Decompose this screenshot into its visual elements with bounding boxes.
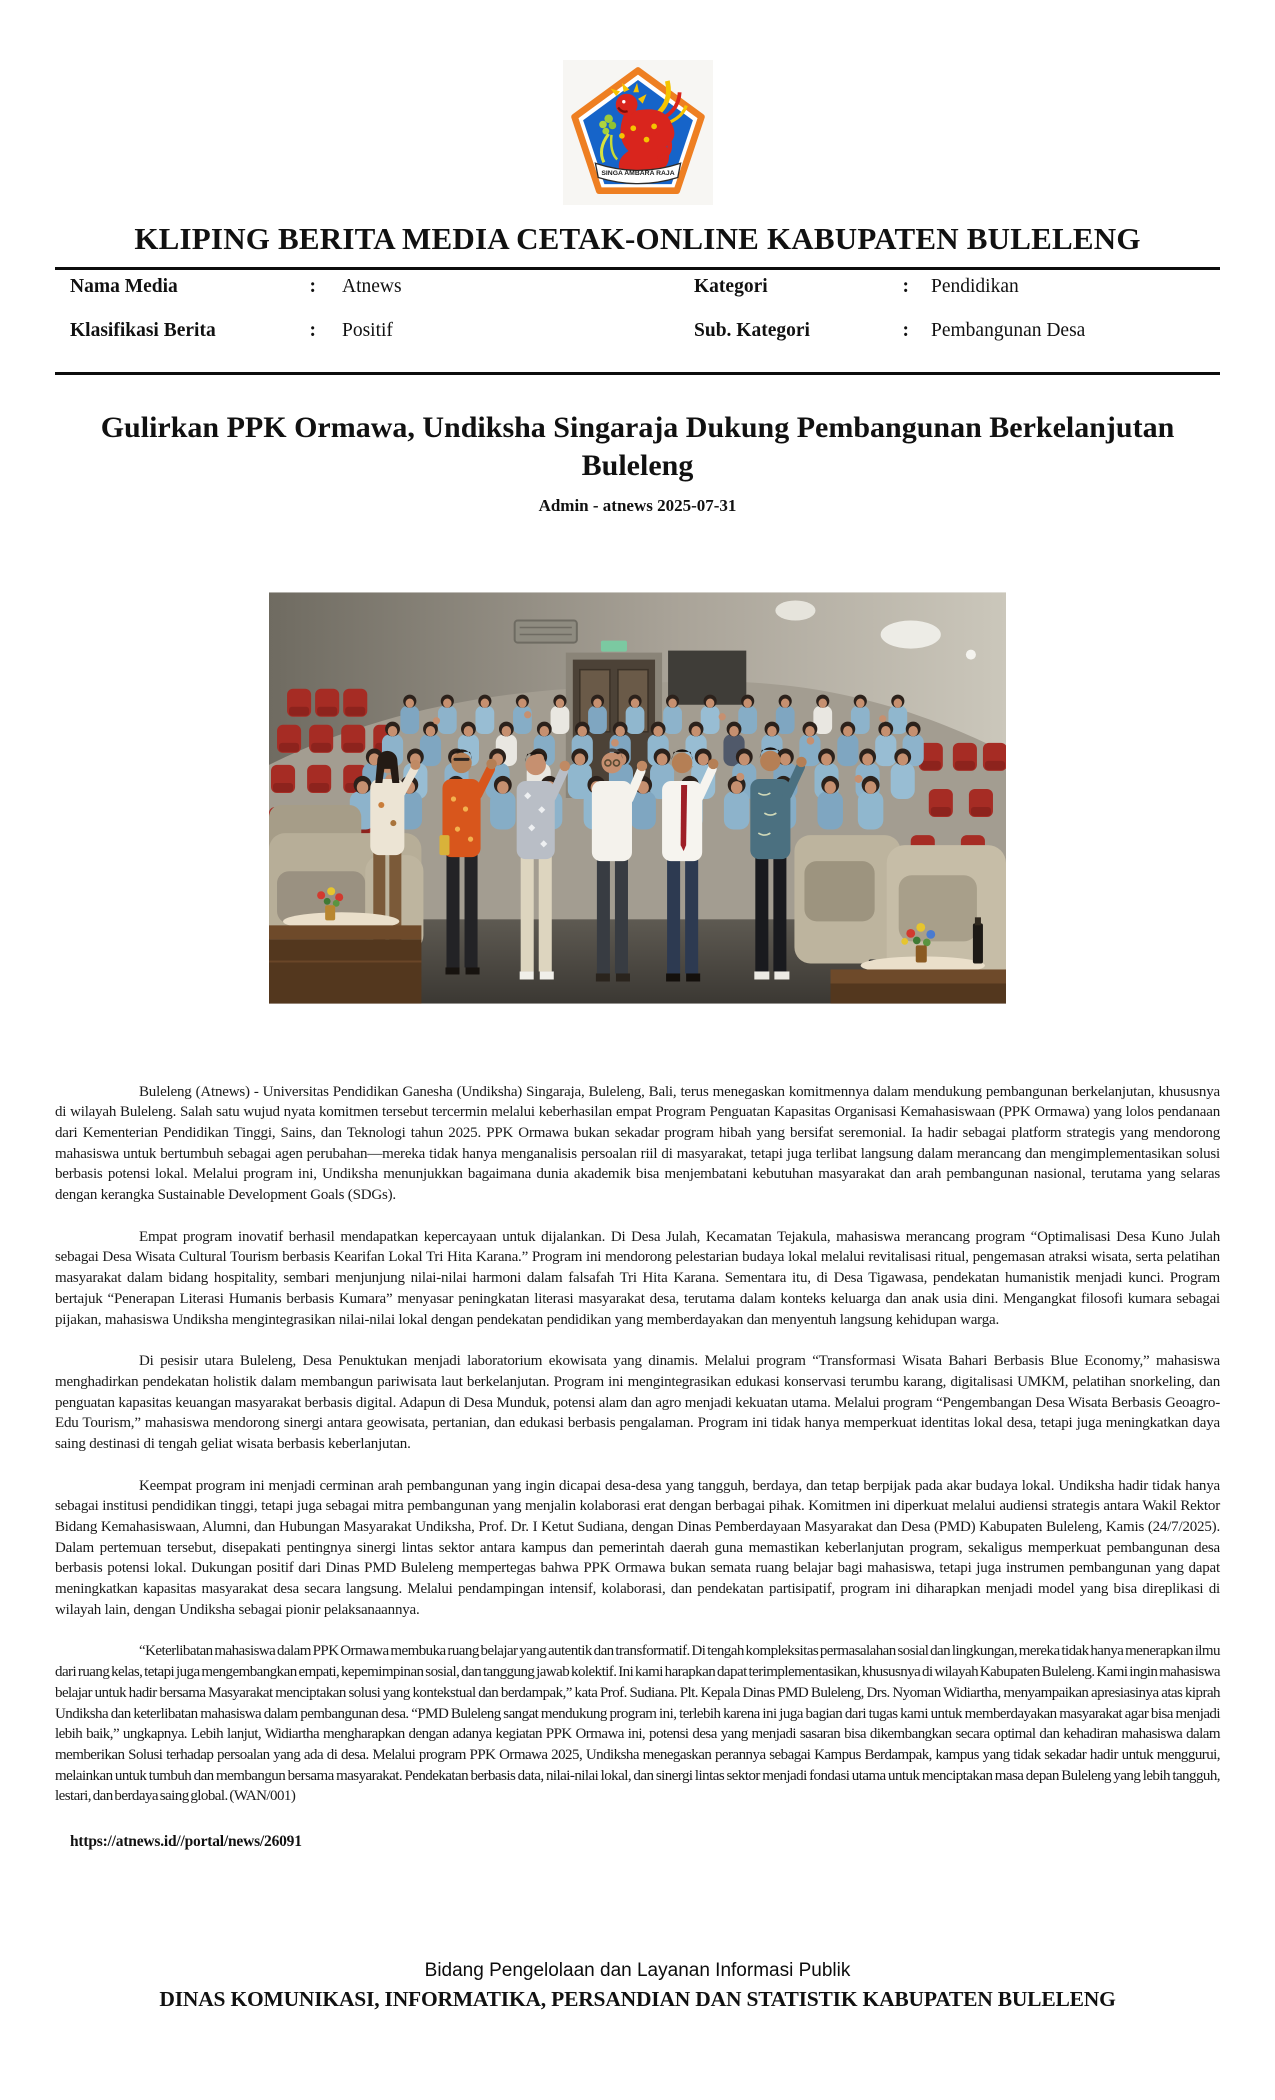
meta-table xyxy=(55,270,1220,372)
article-photo xyxy=(269,592,1006,1004)
meta-row-2 xyxy=(55,320,1220,364)
article-paragraph-5: “Keterlibatan mahasiswa dalam PPK Ormawa membuka ruang belajar yang autentik dan transformatif. Di tengah kompleksitas permasalahan sosial dan lingkungan, mereka tidak hanya menerapkan ilmu dari ruang kelas, tetapi juga mengembangkan empati, kepemimpinan sosial, dan tanggung jawab kolektif. Ini kami harapkan dapat terimplementasikan, khususnya di wilayah Kabupaten Buleleng. Kami ingin mahasiswa belajar untuk hadir bersama Masyarakat menciptakan solusi yang kontekstual dan berdampak,” kata Prof. Sudiana. Plt. Kepala Dinas PMD Buleleng, Drs. Nyoman Widiartha, menyampaikan apresiasinya atas kiprah Undiksha dan keterlibatan mahasiswa dalam pembangunan desa. “PMD Buleleng sangat mendukung program ini, terlebih karena ini juga bagian dari tugas kami untuk memberdayakan masyarakat agar bisa menjadi lebih baik,” ungkapnya. Lebih lanjut, Widiartha mengharapkan dengan adanya kegiatan PPK Ormawa ini, potensi desa yang menjadi sasaran bisa dikembangkan secara optimal dan kehadiran mahasiswa dalam memberikan Solusi terhadap persoalan yang ada di desa. Melalui program PPK Ormawa 2025, Undiksha menegaskan perannya sebagai Kampus Berdampak, kampus yang tidak sekadar hadir untuk menggurui, melainkan untuk tumbuh dan membangun bersama masyarakat. Pendekatan berbasis data, nilai-nilai lokal, dan sinergi lintas sektor menjadi fondasi utama untuk menciptakan masa depan Buleleng yang lebih tangguh, lestari, dan berdaya saing global. (WAN/001) xyxy=(55,1643,1220,1805)
sub-kategori-label xyxy=(694,320,909,342)
colon: : xyxy=(902,319,909,341)
klasifikasi-value: Positif xyxy=(342,319,393,341)
singa-ambara-raja-icon xyxy=(567,65,709,201)
article-title: Gulirkan PPK Ormawa, Undiksha Singaraja Dukung Pembangunan Berkelanjutan Buleleng xyxy=(100,410,1175,482)
colon: : xyxy=(309,319,316,341)
label-text: Nama Media xyxy=(70,275,178,297)
article-paragraph-4: Keempat program ini menjadi cerminan arah pembangunan yang ingin dicapai desa-desa yang tangguh, berdaya, dan tetap berpijak pada akar budaya lokal. Undiksha hadir tidak hanya sebagai institusi pendidikan tinggi, tetapi juga sebagai mitra pembangunan yang menjalin kolaborasi erat dengan berbagai pihak. Komitmen ini diperkuat melalui audiensi strategis antara Wakil Rektor Bidang Kemahasiswaan, Alumni, dan Hubungan Masyarakat Undiksha, Prof. Dr. I Ketut Sudiana, dengan Dinas Pemberdayaan Masyarakat dan Desa (PMD) Kabupaten Buleleng, Kamis (24/7/2025). Dalam pertemuan tersebut, disepakati pentingnya sinergi lintas sektor antara kampus dan pemerintah daerah guna memastikan keberlanjutan program, sekaligus memperkuat pembangunan desa berbasis potensi lokal. Dukungan positif dari Dinas PMD Buleleng mempertegas bahwa PPK Ormawa bukan semata ruang belajar bagi mahasiswa, tetapi juga instrumen pembangunan yang dapat meningkatkan kapasitas masyarakat desa secara langsung. Melalui pendampingan intensif, kolaborasi, dan pendekatan partisipatif, program ini diharapkan menjadi model yang bisa direplikasi di wilayah lain, dengan Undiksha sebagai pionir pelaksanaannya. xyxy=(55,1477,1220,1618)
colon: : xyxy=(902,275,909,297)
article-byline: Admin - atnews 2025-07-31 xyxy=(538,495,737,515)
group-photo-auditorium xyxy=(269,592,1006,1004)
kategori-value: Pendidikan xyxy=(931,275,1019,297)
footer-division-line: Bidang Pengelolaan dan Layanan Informasi Publik xyxy=(424,1960,851,1981)
kategori-label xyxy=(694,276,909,298)
meta-row-1 xyxy=(55,276,1220,320)
article-paragraph-3: Di pesisir utara Buleleng, Desa Penuktukan menjadi laboratorium ekowisata yang dinamis. Melalui program “Transformasi Wisata Bahari Berbasis Blue Economy,” mahasiswa menghadirkan pendekatan holistik dalam membangun pariwisata laut berkelanjutan. Program ini mengintegrasikan edukasi konservasi terumbu karang, digitalisasi UMKM, pelatihan snorkeling, dan penguatan kapasitas keuangan masyarakat berbasis digital. Adapun di Desa Munduk, potensi alam dan agro menjadi kekuatan utama. Melalui program “Pengembangan Desa Wisata Berbasis Geoagro-Edu Tourism,” mahasiswa mendorong sinergi antara geowisata, pertanian, dan edukasi berbasis pengalaman. Program ini tidak hanya memperkuat identitas lokal desa, tetapi juga meningkatkan daya saing destinasi di tengah geliat wisata berbasis keberlanjutan. xyxy=(55,1353,1220,1452)
buleleng-regency-logo xyxy=(563,60,713,205)
article-paragraph-1: Buleleng (Atnews) - Universitas Pendidikan Ganesha (Undiksha) Singaraja, Buleleng, Bali, terus menegaskan komitmennya dalam mendukung pembangunan berkelanjutan, khususnya di wilayah Buleleng. Salah satu wujud nyata komitmen tersebut tercermin melalui keberhasilan empat Program Penguatan Kapasitas Organisasi Kemahasiswaan (PPK Ormawa) yang lolos pendanaan dari Kementerian Pendidikan Tinggi, Sains, dan Teknologi tahun 2025. PPK Ormawa bukan sekadar program hibah yang bersifat seremonial. Ia hadir sebagai platform strategis yang mendorong mahasiswa untuk bertumbuh sebagai agen perubahan—mereka tidak hanya menganalisis persoalan riil di masyarakat, tetapi juga terlibat langsung dalam merancang dan mengimplementasikan solusi berbasis potensi lokal. Melalui program ini, Undiksha menunjukkan bagaimana dunia akademik bisa menjembatani kebutuhan masyarakat dan arah pembangunan nasional, terutama yang selaras dengan kerangka Sustainable Development Goals (SDGs). xyxy=(55,1083,1220,1204)
page-footer xyxy=(0,1960,1275,2012)
footer-agency-line: DINAS KOMUNIKASI, INFORMATIKA, PERSANDIAN DAN STATISTIK KABUPATEN BULELENG xyxy=(159,1987,1116,2011)
article-body xyxy=(55,1082,1220,1807)
label-text: Klasifikasi Berita xyxy=(70,319,216,341)
label-text: Kategori xyxy=(694,275,768,297)
divider-meta-bottom xyxy=(55,372,1220,375)
logo-banner-text: SINGA AMBARA RAJA xyxy=(600,169,675,177)
label-text: Sub. Kategori xyxy=(694,319,810,341)
ceiling-vent xyxy=(515,620,577,642)
source-url: https://atnews.id//portal/news/26091 xyxy=(70,1832,302,1850)
article-paragraph-2: Empat program inovatif berhasil mendapatkan kepercayaan untuk dijalankan. Di Desa Julah, Kecamatan Tejakula, mahasiswa merancang program “Optimalisasi Desa Kuno Julah sebagai Desa Wisata Cultural Tourism berbasis Kearifan Lokal Tri Hita Karana.” Program ini mendorong pelestarian budaya lokal melalui revitalisasi ritual, pengemasan atraksi wisata, serta pelatihan masyarakat dalam bidang hospitality, sembari menjunjung nilai-nilai harmoni dalam falsafah Tri Hita Karana. Sementara itu, di Desa Tigawasa, pendekatan humanistik menjadi kunci. Program bertajuk “Penerapan Literasi Humanis berbasis Kumara” menyasar peningkatan literasi masyarakat desa, terutama dalam konteks keluarga dan anak usia dini. Mengangkat filosofi kumara sebagai pijakan, mahasiswa Undiksha mengintegrasikan nilai-nilai lokal dengan pendekatan pendidikan yang memberdayakan dan menyentuh langsung kehidupan warga. xyxy=(55,1228,1220,1328)
klasifikasi-label xyxy=(70,320,316,342)
colon: : xyxy=(309,275,316,297)
page-title: KLIPING BERITA MEDIA CETAK-ONLINE KABUPATEN BULELENG xyxy=(134,221,1141,256)
sub-kategori-value: Pembangunan Desa xyxy=(931,319,1086,341)
nama-media-value: Atnews xyxy=(342,275,402,297)
nama-media-label xyxy=(70,276,316,298)
